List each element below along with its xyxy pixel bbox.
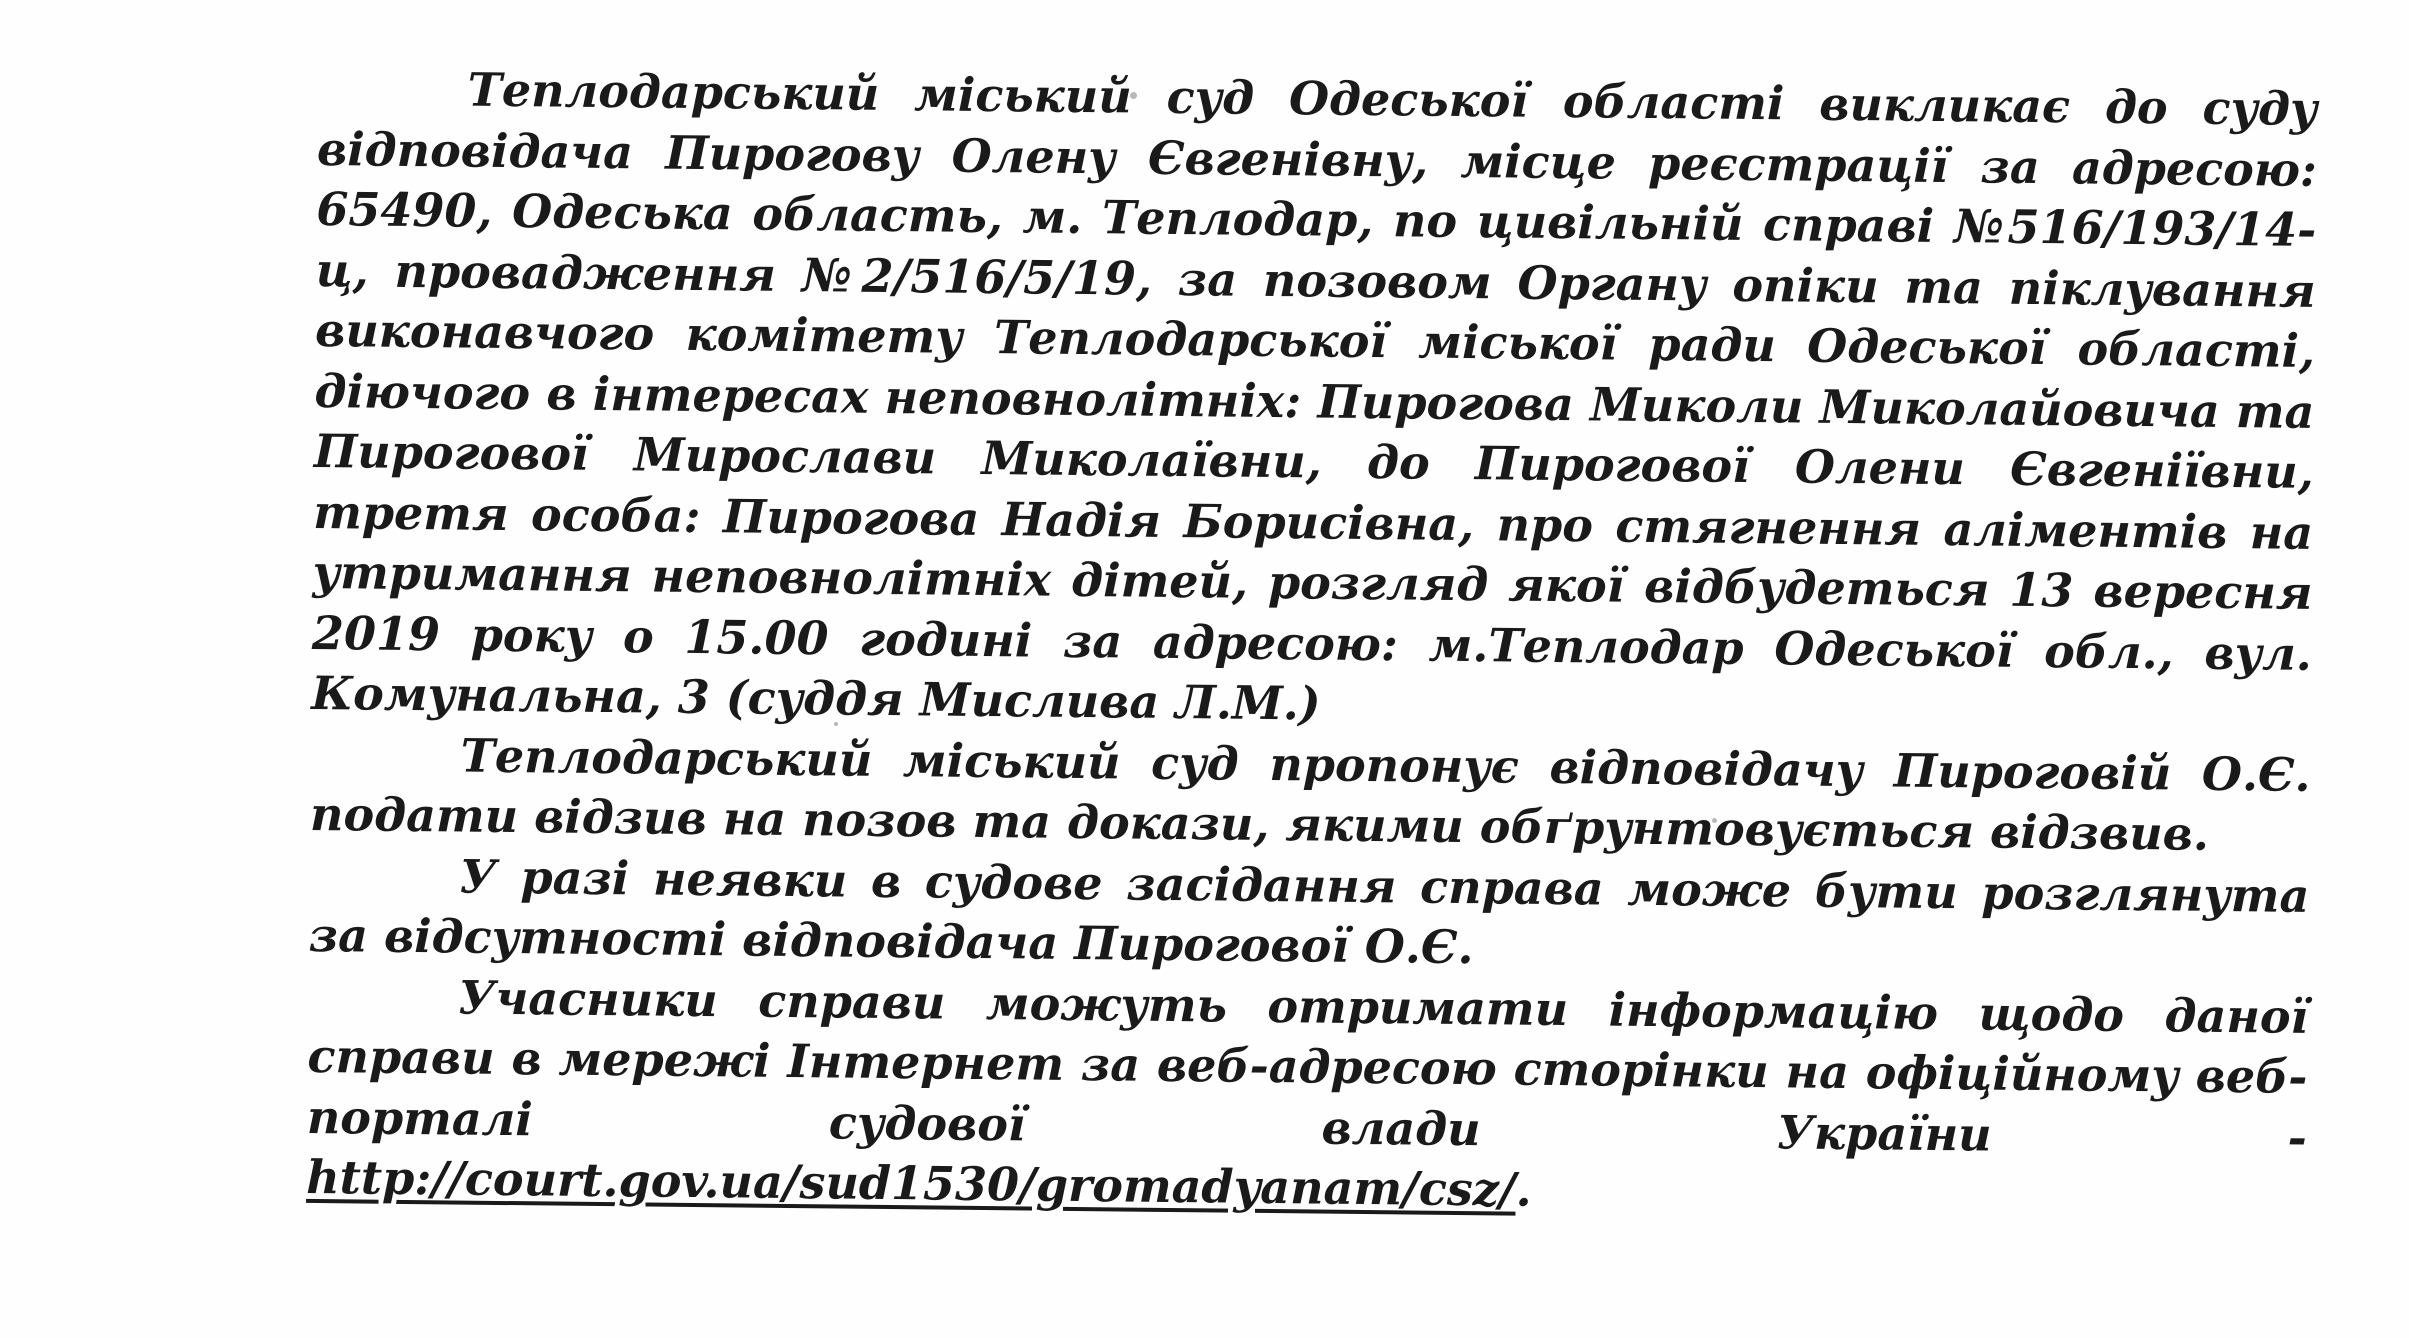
court-notice [306, 58, 2318, 1228]
summons-paragraph: Теплодарський міський суд Одеської області викликає до суду відповідача Пирогову Олену Євгенівну, місце реєстрації за адресою: 65490, Одеська область, м. Теплодар, по цивільній справі №516/193/14-ц, провадження №2/516/5/19, за позовом Органу опіки та піклування виконавчого комітету Теплодарської міської ради Одеської області, діючого в інтересах неповнолітніх: Пирогова Миколи Миколайовича та Пирогової Мирослави Миколаївни, до Пирогової Олени Євгеніївни, третя особа: Пирогова Надія Борисівна, про стягнення аліментів на утримання неповнолітніх дітей, розгляд якої відбудеться 13 вересня 2019 року о 15.00 годині за адресою: м.Теплодар Одеської обл., вул. Комунальна, 3 (суддя Мислива Л.М.) [311, 62, 2318, 731]
online-info-text: Учасники справи можуть отримати інформацію щодо даної справи в мережі Інтернет за веб-адресою сторінки на офіційному веб-порталі судової влади України - [306, 970, 2309, 1165]
online-info-paragraph [306, 965, 2308, 1228]
online-info-end: . [1515, 1162, 1532, 1217]
court-portal-link[interactable]: http://court.gov.ua/sud1530/gromadyanam/csz/ [305, 1149, 1516, 1217]
response-offer-paragraph: Теплодарський міський суд пропонує відповідачу Пироговій О.Є. подати відзив на позов та докази, якими обґрунтовується відзвив. [309, 728, 2311, 861]
absence-warning-paragraph: У разі неявки в судове засідання справа може бути розглянута за відсутності відповідача Пирогової О.Є. [308, 849, 2310, 975]
